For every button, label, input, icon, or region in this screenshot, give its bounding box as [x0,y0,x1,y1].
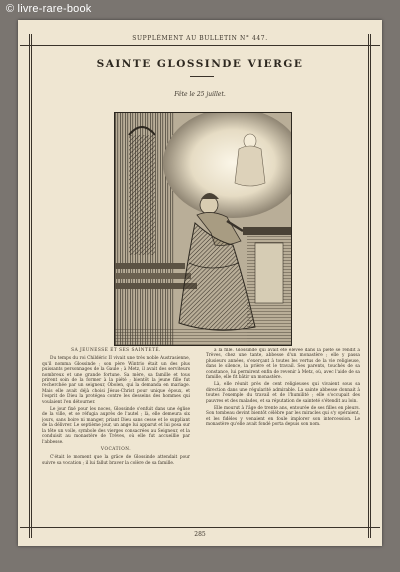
right-paragraph-2: Là, elle réunit près de cent religieuses qui vivaient sous sa direction dans une régularité admirable. La sainte abbesse donnait à toutes l'exemple du travail et de l'humilité ; elle s'occupait des pauvres et des malades, et sa réputation de sainteté s'étendit au loin. [206,382,360,404]
left-paragraph-1: Du temps du roi Childéric II vivait une très noble Austrasienne, qu'il nomma Glossinde ; son père Wintrio était un des plus puissants personnages de la Gaule ; à Metz, il avait des serviteurs nombreux et une grande fortune. Sa mère, sa famille et tous prirent soin de la former à la piété ; bientôt la jeune fille fut recherchée par un seigneur, Obolen, qui la demanda en mariage. Mais elle avait déjà choisi Jésus-Christ pour unique époux, et l'esprit de Dieu la protégea contre les desseins des hommes qui voulaient l'en détourner. [42,356,190,405]
title-divider [190,76,214,77]
watermark: © livre-rare-book [6,3,92,15]
section-heading-youth: SA JEUNESSE ET SES SAINTETÉ. [71,348,161,353]
page-number: 285 [194,531,206,538]
section-heading-vocation: VOCATION. [100,446,132,452]
frame-left-rule [29,34,30,538]
left-paragraph-2: Le jour fixé pour les noces, Glossinde s'enfuit dans une église de la ville, et se réfugia auprès de l'autel ; là, elle demeura six jours, sans boire ni manger, priant Dieu sans cesse et le suppliant de la délivrer. Le septième jour, un ange lui apparut et lui posa sur la tête un voile, symbole des vierges consacrées au Seigneur, et la conduisit au monastère de Trèves, où elle fut accueillie par l'abbesse. [42,407,190,445]
right-paragraph-1: à la fille. Glossinde qui avait été élevée dans la piété se rendit à Trèves, chez une tante, abbesse d'un monastère ; elle y passa plusieurs années, s'exerçant à toutes les vertus de la vie religieuse, dans le silence, la prière et le travail. Ses parents, touchés de sa constance, lui permirent enfin de revenir à Metz, où, avec l'aide de sa famille, elle fit bâtir un monastère. [206,348,360,381]
supplement-header: SUPPLÉMENT AU BULLETIN N° 447. [132,35,268,42]
document-page [18,20,382,546]
right-text-column [206,348,360,524]
right-paragraph-3: Elle mourut à l'âge de trente ans, entourée de ses filles en pleurs. Son tombeau devint bientôt célèbre par les miracles qui s'y opéraient, et les fidèles y venaient en foule implorer son intercession. Le monastère qu'elle avait fondé porta depuis son nom. [206,406,360,428]
feast-day: Fête le 25 juillet. [174,91,226,98]
page-title: SAINTE GLOSSINDE VIERGE [96,58,304,70]
left-paragraph-3: C'était le moment que la grâce de Glossinde attendait pour suivre sa vocation ; il lui fallut braver la colère de sa famille. [42,455,190,466]
engraving-illustration [114,112,292,346]
frame-left-rule-inner [31,34,32,538]
frame-right-rule [368,34,369,538]
left-text-column [42,346,190,522]
frame-right-rule-inner [370,34,371,538]
header-rule [20,45,380,46]
footer-rule [20,527,380,528]
